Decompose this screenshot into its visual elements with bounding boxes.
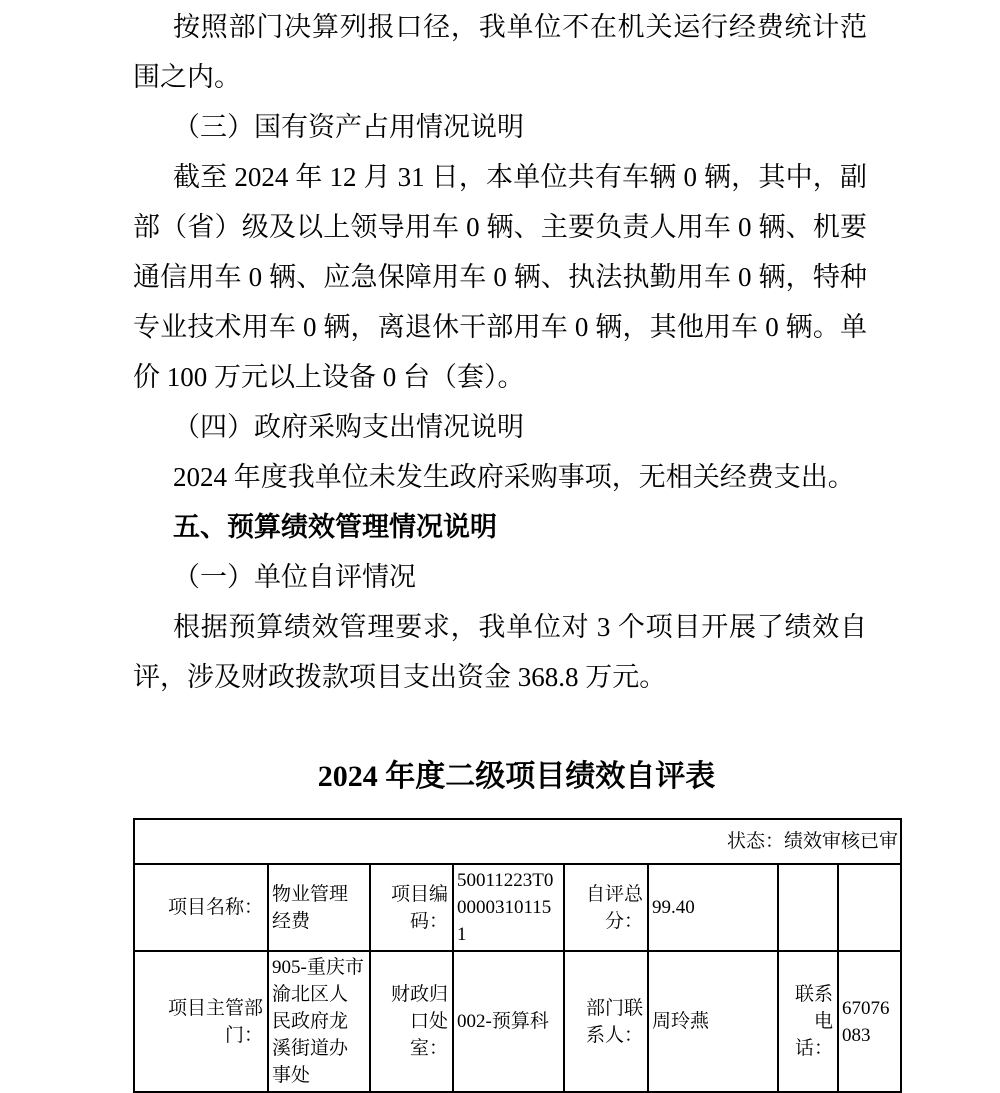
phone-label: 联系电话： (778, 951, 838, 1092)
self-evaluation-table (133, 818, 902, 1093)
empty-cell-2 (838, 864, 901, 951)
section-heading-state-assets: （三）国有资产占用情况说明 (173, 112, 524, 142)
finance-office-label: 财政归口处室： (370, 951, 453, 1092)
self-evaluation-table-title: 2024 年度二级项目绩效自评表 (317, 760, 716, 793)
paragraph-self-evaluation-summary: 根据预算绩效管理要求，我单位对 3 个项目开展了绩效自评，涉及财政拨款项目支出资金 368.8 万元。 (133, 612, 867, 692)
self-score-label: 自评总分： (564, 864, 648, 951)
finance-office-value: 002-预算科 (453, 951, 564, 1092)
phone-value: 67076083 (838, 951, 901, 1092)
empty-cell-1 (778, 864, 838, 951)
status-cell: 状态：绩效审核已审 (134, 819, 901, 864)
paragraph-vehicles-equipment: 截至 2024 年 12 月 31 日，本单位共有车辆 0 辆，其中，副部（省）级及以上领导用车 0 辆、主要负责人用车 0 辆、机要通信用车 0 辆、应急保障用车 0 辆、执法执勤用车 0 辆，特种专业技术用车 0 辆，离退休干部用车 0 辆，其他用车 0 辆。单价 100 万元以上设备 0 台（套）。 (133, 162, 867, 392)
section-heading-self-evaluation: （一）单位自评情况 (173, 562, 416, 592)
paragraph-operating-expense-scope: 按照部门决算列报口径，我单位不在机关运行经费统计范围之内。 (133, 12, 867, 92)
document-page (133, 2, 900, 1093)
project-code-value: 50011223T000003101151 (453, 864, 564, 951)
dept-label: 项目主管部门： (134, 951, 268, 1092)
dept-value: 905-重庆市渝北区人民政府龙溪街道办事处 (268, 951, 370, 1092)
table-row-project-info (134, 864, 901, 951)
paragraph-procurement-note: 2024 年度我单位未发生政府采购事项，无相关经费支出。 (173, 462, 855, 492)
chapter-heading-performance-management: 五、预算绩效管理情况说明 (173, 512, 497, 542)
project-code-label: 项目编码： (370, 864, 453, 951)
project-name-value: 物业管理经费 (268, 864, 370, 951)
contact-person-label: 部门联系人： (564, 951, 648, 1092)
self-score-value: 99.40 (648, 864, 778, 951)
project-name-label: 项目名称： (134, 864, 268, 951)
table-row-department-info (134, 951, 901, 1092)
contact-person-value: 周玲燕 (648, 951, 778, 1092)
table-row-status (134, 819, 901, 864)
section-heading-gov-procurement: （四）政府采购支出情况说明 (173, 412, 524, 442)
